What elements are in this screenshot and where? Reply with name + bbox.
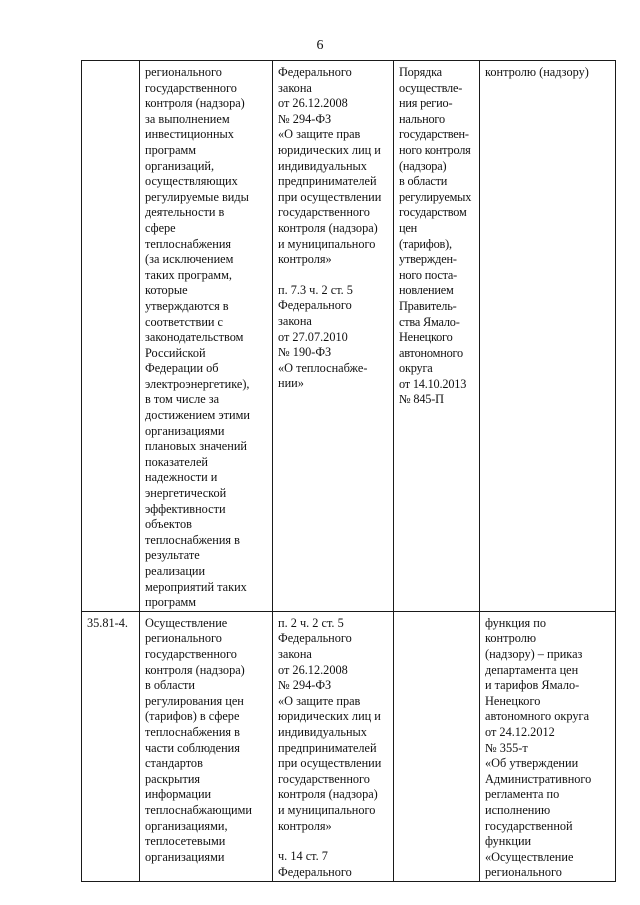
row-number-cell — [82, 611, 140, 881]
notes-cell — [480, 61, 616, 612]
legal-basis-text-secondary: п. 7.3 ч. 2 ст. 5 Федерального закона от 27.07.2010 № 190-ФЗ «О теплоснабже- нии» — [278, 282, 368, 391]
row-number-cell — [82, 61, 140, 612]
legal-basis-cell — [273, 611, 394, 881]
procedure-cell — [394, 611, 480, 881]
page-number: 6 — [316, 38, 324, 53]
table-row — [82, 611, 616, 881]
procedure-cell — [394, 61, 480, 612]
notes-text: контролю (надзору) — [485, 65, 589, 79]
table-row — [82, 61, 616, 612]
notes-cell — [480, 611, 616, 881]
legal-basis-cell — [273, 61, 394, 612]
legal-basis-text-secondary: ч. 14 ст. 7 Федерального — [278, 849, 352, 879]
activity-cell — [140, 611, 273, 881]
legal-basis-text: п. 2 ч. 2 ст. 5 Федерального закона от 26.12.2008 № 294-ФЗ «О защите прав юридических лиц и индивидуальных предпринимателей при осуществлении государственного контроля (надзора) и муниципального контроля» — [278, 615, 382, 833]
procedure-text: Порядка осуществле- ния регио- нального государствен- ного контроля (надзора) в области регулируемых государством цен (тарифов), утвержден- ного поста- новлением Правитель- ства Ямало- Ненецкого автономного округа от 14.10.2013 № 845-П — [399, 65, 472, 407]
activity-cell — [140, 61, 273, 612]
activity-text: Осуществление регионального государственного контроля (надзора) в области регулирования цен (тарифов) в сфере теплоснабжения в части соблюдения стандартов раскрытия информации теплоснабжающими организациями, теплосетевыми организациями — [145, 615, 253, 864]
legal-basis-text: Федерального закона от 26.12.2008 № 294-ФЗ «О защите прав юридических лиц и индивидуальных предпринимателей при осуществлении государственного контроля (надзора) и муниципального контроля» — [278, 65, 382, 267]
regulation-table — [81, 60, 616, 882]
row-number: 35.81-4. — [87, 615, 128, 630]
activity-text: регионального государственного контроля (надзора) за выполнением инвестиционных программ организаций, осуществляющих регулируемые виды деятельности в сфере теплоснабжения (за исключением таких программ, которые утверждаются в соответствии с законодательством Российской Федерации об электроэнергетике), в том числе за достижением этими организациями плановых значений показателей надежности и энергетической эффективности объектов теплоснабжения в результате реализации мероприятий таких программ — [145, 65, 250, 610]
notes-text: функция по контролю (надзору) – приказ департамента цен и тарифов Ямало- Ненецкого автономного округа от 24.12.2012 № 355-т «Об утверждении Административного регламента по исполнению государственной функции «Осуществление регионального — [485, 615, 592, 880]
